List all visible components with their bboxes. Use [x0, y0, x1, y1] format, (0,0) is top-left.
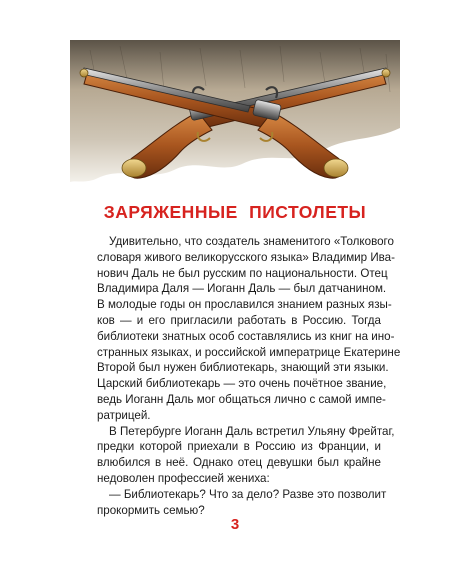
- body-line: нович Даль не был русским по национальности. Отец: [97, 266, 388, 280]
- body-line: Удивительно, что создатель знаменитого «Толкового: [109, 235, 394, 248]
- body-text: [97, 234, 401, 518]
- body-line: ведь Иоганн Даль мог общаться лично с самой импе-: [97, 392, 386, 406]
- body-line: прокормить семью?: [97, 503, 205, 517]
- pistols-icon: [70, 40, 400, 190]
- body-line: библиотеки знатных особ составлялись из книг на ино-: [97, 329, 395, 343]
- body-line: Владимира Даля — Иоганн Даль — был датчанином.: [97, 282, 387, 296]
- page-number: 3: [230, 516, 240, 533]
- body-line: Царский библиотекарь — это очень почётное звание,: [97, 377, 387, 391]
- body-line: В Петербурге Иоганн Даль встретил Ульяну Фрейтаг,: [109, 424, 395, 438]
- chapter-title: ЗАРЯЖЕННЫЕ ПИСТОЛЕТЫ: [103, 202, 367, 222]
- body-line: — Библиотекарь? Что за дело? Разве это позволит: [109, 487, 387, 501]
- body-line: словаря живого великорусского языка» Владимир Ива-: [97, 250, 395, 264]
- body-line: ратрицей.: [97, 408, 151, 422]
- body-line: предки которой приехали в Россию из Франции, и: [97, 440, 381, 454]
- body-line: недоволен профессией жениха:: [97, 471, 270, 485]
- body-line: ков — и его пригласили работать в Россию. Тогда: [97, 313, 381, 327]
- body-line: Второй был нужен библиотекарь, знающий эти языки.: [97, 361, 389, 375]
- crossed-pistols-illustration: [70, 40, 400, 190]
- body-line: В молодые годы он прославился знанием разных язы-: [97, 298, 392, 312]
- body-line: влюбился в неё. Однако отец девушки был крайне: [97, 456, 381, 470]
- body-line: странных языках, и российской императрице Екатерине: [97, 345, 401, 359]
